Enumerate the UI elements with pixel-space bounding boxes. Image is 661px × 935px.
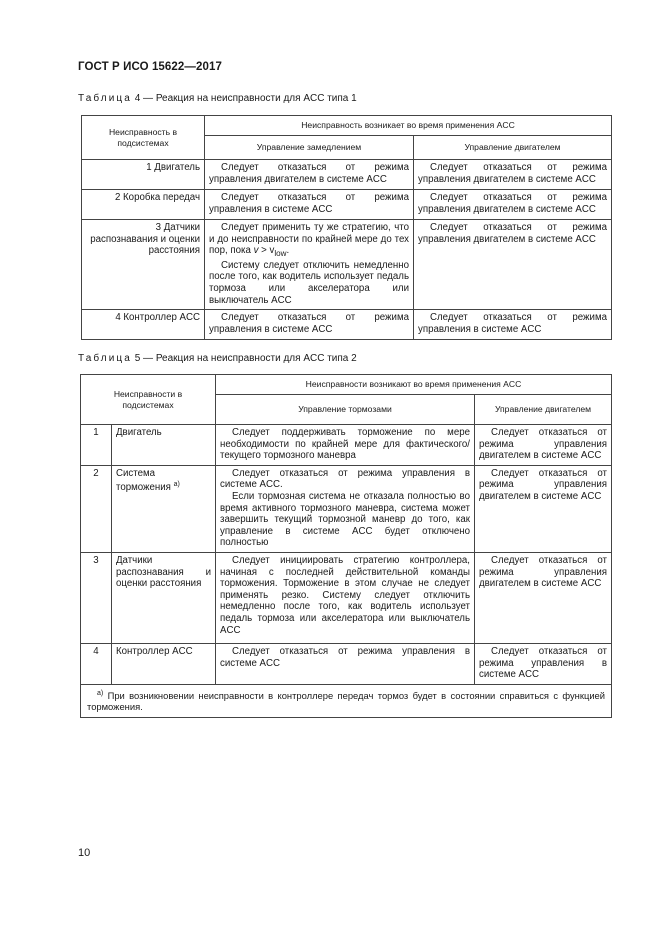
- table5-row2-subsystem-sup: a): [173, 481, 180, 489]
- table-row: [82, 160, 612, 190]
- table-row: [81, 425, 612, 466]
- table5-row4-engine: Следует отказаться от режима управления в системе ACC: [475, 643, 612, 684]
- table4-row3-decel-var: v: [253, 245, 259, 257]
- table5-row1-subsystem: Двигатель: [112, 425, 216, 466]
- table5-header-row: [81, 375, 612, 395]
- table4-row3-decel: [205, 220, 414, 310]
- table-row: [82, 220, 612, 310]
- table5-row1-engine: Следует отказаться от режима управления двигателем в системе ACC: [475, 425, 612, 466]
- table-row: [81, 643, 612, 684]
- table4-caption-prefix: Таблица: [78, 93, 132, 104]
- document-code: ГОСТ Р ИСО 15622—2017: [78, 61, 223, 73]
- table-row: [82, 190, 612, 220]
- table4-row3-decel-dot: .: [286, 245, 290, 257]
- table5-row1-brake: Следует поддерживать торможение по мере необходимости по крайней мере для фактического/текущего тормозного маневра: [216, 425, 475, 466]
- table5: [80, 374, 612, 718]
- table4-row2-decel: Следует отказаться от режима управления в системе ACC: [205, 190, 414, 220]
- table4-row1-subsystem: 1 Двигатель: [82, 160, 205, 190]
- table5-row3-num: 3: [81, 552, 112, 643]
- table5-caption-prefix: Таблица: [78, 353, 132, 364]
- table4-row3-decel-p2: Систему следует отключить немедленно после того, как водитель использует педаль тормоза или акселератора или выключатель ACC: [209, 259, 409, 306]
- table4-header-group: Неисправность возникает во время применения ACC: [205, 116, 612, 136]
- table4-caption-title: 4 — Реакция на неисправности для ACC типа 1: [131, 93, 357, 104]
- table4-row3-decel-sub: low: [274, 249, 287, 259]
- table5-footnote-text: При возникновении неисправности в контроллере передач тормоз будет в состоянии справиться с функцией торможения.: [87, 689, 606, 713]
- table5-header-brake: Управление тормозами: [216, 395, 475, 425]
- table4-header-row: [82, 116, 612, 136]
- table5-footnote-row: [81, 684, 612, 717]
- table5-row4-num: 4: [81, 643, 112, 684]
- table4-row3-decel-p1: [209, 222, 409, 260]
- table5-header-subsystem: Неисправности в подсистемах: [81, 375, 216, 425]
- table5-row2-subsystem: [112, 465, 216, 552]
- table4-row3-decel-text: Следует применить ту же стратегию, что и до неисправности по крайней мере до тех пор, пока: [209, 222, 409, 257]
- table4-row2-subsystem: 2 Коробка передач: [82, 190, 205, 220]
- page-number: 10: [78, 847, 91, 859]
- table4-header-subsystem: Неисправность в подсистемах: [82, 116, 205, 160]
- table5-row4-brake: Следует отказаться от режима управления в системе ACC: [216, 643, 475, 684]
- table4-header-engine: Управление двигателем: [414, 136, 612, 160]
- table5-row2-num: 2: [81, 465, 112, 552]
- table5-row3-subsystem: Датчики распознавания и оценки расстояния: [112, 552, 216, 643]
- table5-caption-title: 5 — Реакция на неисправности для ACC типа 2: [131, 353, 357, 364]
- table4-row1-decel: Следует отказаться от режима управления двигателем в системе ACC: [205, 160, 414, 190]
- table-row: [82, 310, 612, 340]
- table5-row3-engine: Следует отказаться от режима управления двигателем в системе ACC: [475, 552, 612, 643]
- table5-row2-brake-p1: Следует отказаться от режима управления в системе ACC.: [220, 467, 470, 491]
- table5-header-engine: Управление двигателем: [475, 395, 612, 425]
- table5-row2-subsystem-text: Система торможения: [116, 467, 171, 494]
- table4-row4-subsystem: 4 Контроллер ACC: [82, 310, 205, 340]
- table4-row3-subsystem: 3 Датчики распознавания и оценки расстояния: [82, 220, 205, 310]
- table4-row4-engine: Следует отказаться от режима управления в системе ACC: [414, 310, 612, 340]
- table-row: [81, 465, 612, 552]
- table4-header-decel: Управление замедлением: [205, 136, 414, 160]
- table4-row1-engine: Следует отказаться от режима управления двигателем в системе ACC: [414, 160, 612, 190]
- table4-row2-engine: Следует отказаться от режима управления двигателем в системе ACC: [414, 190, 612, 220]
- table5-footnote-mark: a): [97, 689, 104, 697]
- table5-row1-num: 1: [81, 425, 112, 466]
- table4-caption: [78, 93, 357, 104]
- table5-footnote: [81, 684, 612, 717]
- table4-row3-engine: Следует отказаться от режима управления двигателем в системе ACC: [414, 220, 612, 310]
- table5-caption: [78, 353, 357, 364]
- table4: [81, 115, 612, 340]
- table-row: [81, 552, 612, 643]
- table4-row3-decel-gt: > v: [261, 245, 275, 257]
- table4-row4-decel: Следует отказаться от режима управления в системе ACC: [205, 310, 414, 340]
- table5-row3-brake: Следует инициировать стратегию контроллера, начиная с последней действительной команды торможения. Торможение в этом случае не следует применять резко. Систему следует отключить немедленно после того, как водитель использует педаль тормоза или акселератора или выключатель ACC: [216, 552, 475, 643]
- table5-row4-subsystem: Контроллер ACC: [112, 643, 216, 684]
- table5-row2-brake: [216, 465, 475, 552]
- table5-row2-brake-p2: Если тормозная система не отказала полностью во время активного тормозного маневра, система может завершить текущий тормозной маневр до того, как управление в системе ACC будет отключено полностью: [220, 490, 470, 549]
- table5-header-group: Неисправности возникают во время применения ACC: [216, 375, 612, 395]
- table5-row2-engine: Следует отказаться от режима управления двигателем в системе ACC: [475, 465, 612, 552]
